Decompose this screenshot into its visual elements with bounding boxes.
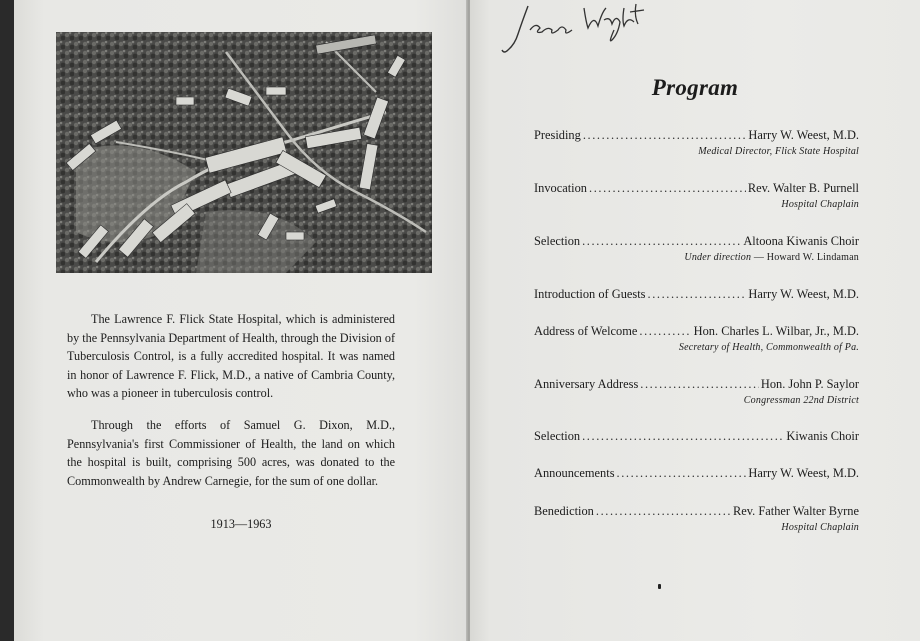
dot-leader — [589, 181, 746, 196]
program-role: Selection — [534, 234, 581, 248]
program-person: Rev. Father Walter Byrne — [733, 504, 859, 518]
program-person: Kiwanis Choir — [786, 429, 859, 443]
program-item-introduction — [534, 287, 859, 302]
dot-leader — [583, 128, 747, 143]
program-role: Anniversary Address — [534, 377, 639, 391]
dot-leader — [617, 466, 747, 481]
program-note: Congressman 22nd District — [743, 395, 859, 406]
program-item-anniversary — [534, 377, 859, 407]
program-item-announcements — [534, 466, 859, 481]
program-role: Invocation — [534, 181, 587, 195]
program-role: Introduction of Guests — [534, 287, 646, 301]
program-note: Medical Director, Flick State Hospital — [698, 146, 859, 157]
dot-leader — [639, 324, 691, 339]
program-title: Program — [651, 75, 739, 100]
program-role: Benediction — [534, 504, 594, 518]
land-donation-paragraph: Through the efforts of Samuel G. Dixon, M.D., Pennsylvania's first Commissioner of Health, the land on which the hospital is built, comprising 500 acres, was donated to the Commonwealth by Andrew Carnegie, for the sum of one dollar. — [67, 418, 395, 488]
program-note-italic: Under direction — [684, 252, 752, 263]
program-item-selection-2 — [534, 429, 859, 444]
dot-leader — [640, 377, 759, 392]
program-role: Selection — [534, 429, 581, 443]
program-person: Rev. Walter B. Purnell — [747, 181, 859, 195]
program-person: Hon. John P. Saylor — [760, 377, 859, 391]
anniversary-years: 1913—1963 — [210, 517, 272, 531]
program-person: Altoona Kiwanis Choir — [743, 234, 859, 248]
program-item-benediction — [534, 504, 859, 534]
program-note: Secretary of Health, Commonwealth of Pa. — [678, 342, 859, 353]
program-person: Harry W. Weest, M.D. — [748, 287, 859, 301]
program-item-welcome — [534, 324, 859, 354]
left-page — [14, 0, 468, 641]
program-person: Harry W. Weest, M.D. — [748, 128, 859, 142]
program-note: Hospital Chaplain — [781, 199, 859, 210]
program-person: Hon. Charles L. Wilbar, Jr., M.D. — [693, 324, 859, 338]
ink-speck — [658, 584, 661, 589]
handwritten-signature — [500, 0, 660, 62]
dot-leader — [582, 234, 741, 249]
program-role: Announcements — [534, 466, 615, 480]
program-role: Address of Welcome — [534, 324, 638, 338]
program-role: Presiding — [534, 128, 581, 142]
dot-leader — [582, 429, 784, 444]
aerial-photo-illustration — [56, 32, 432, 273]
program-note: Hospital Chaplain — [781, 522, 859, 533]
dot-leader — [596, 504, 731, 519]
program-note — [534, 251, 859, 264]
program-note-director: — Howard W. Lindaman — [751, 252, 859, 263]
dot-leader — [648, 287, 747, 302]
aerial-hospital-photo — [56, 32, 432, 273]
program-person: Harry W. Weest, M.D. — [748, 466, 859, 480]
program-item-selection-1 — [534, 234, 859, 264]
program-item-invocation — [534, 181, 859, 211]
hospital-history-paragraph: The Lawrence F. Flick State Hospital, which is administered by the Pennsylvania Department of Health, through the Division of Tuberculosis Control, is a fully accredited hospital. It was named in honor of Lawrence F. Flick, M.D., a native of Cambria County, who was a pioneer in tuberculosis control. — [67, 312, 395, 401]
program-item-presiding — [534, 128, 859, 158]
